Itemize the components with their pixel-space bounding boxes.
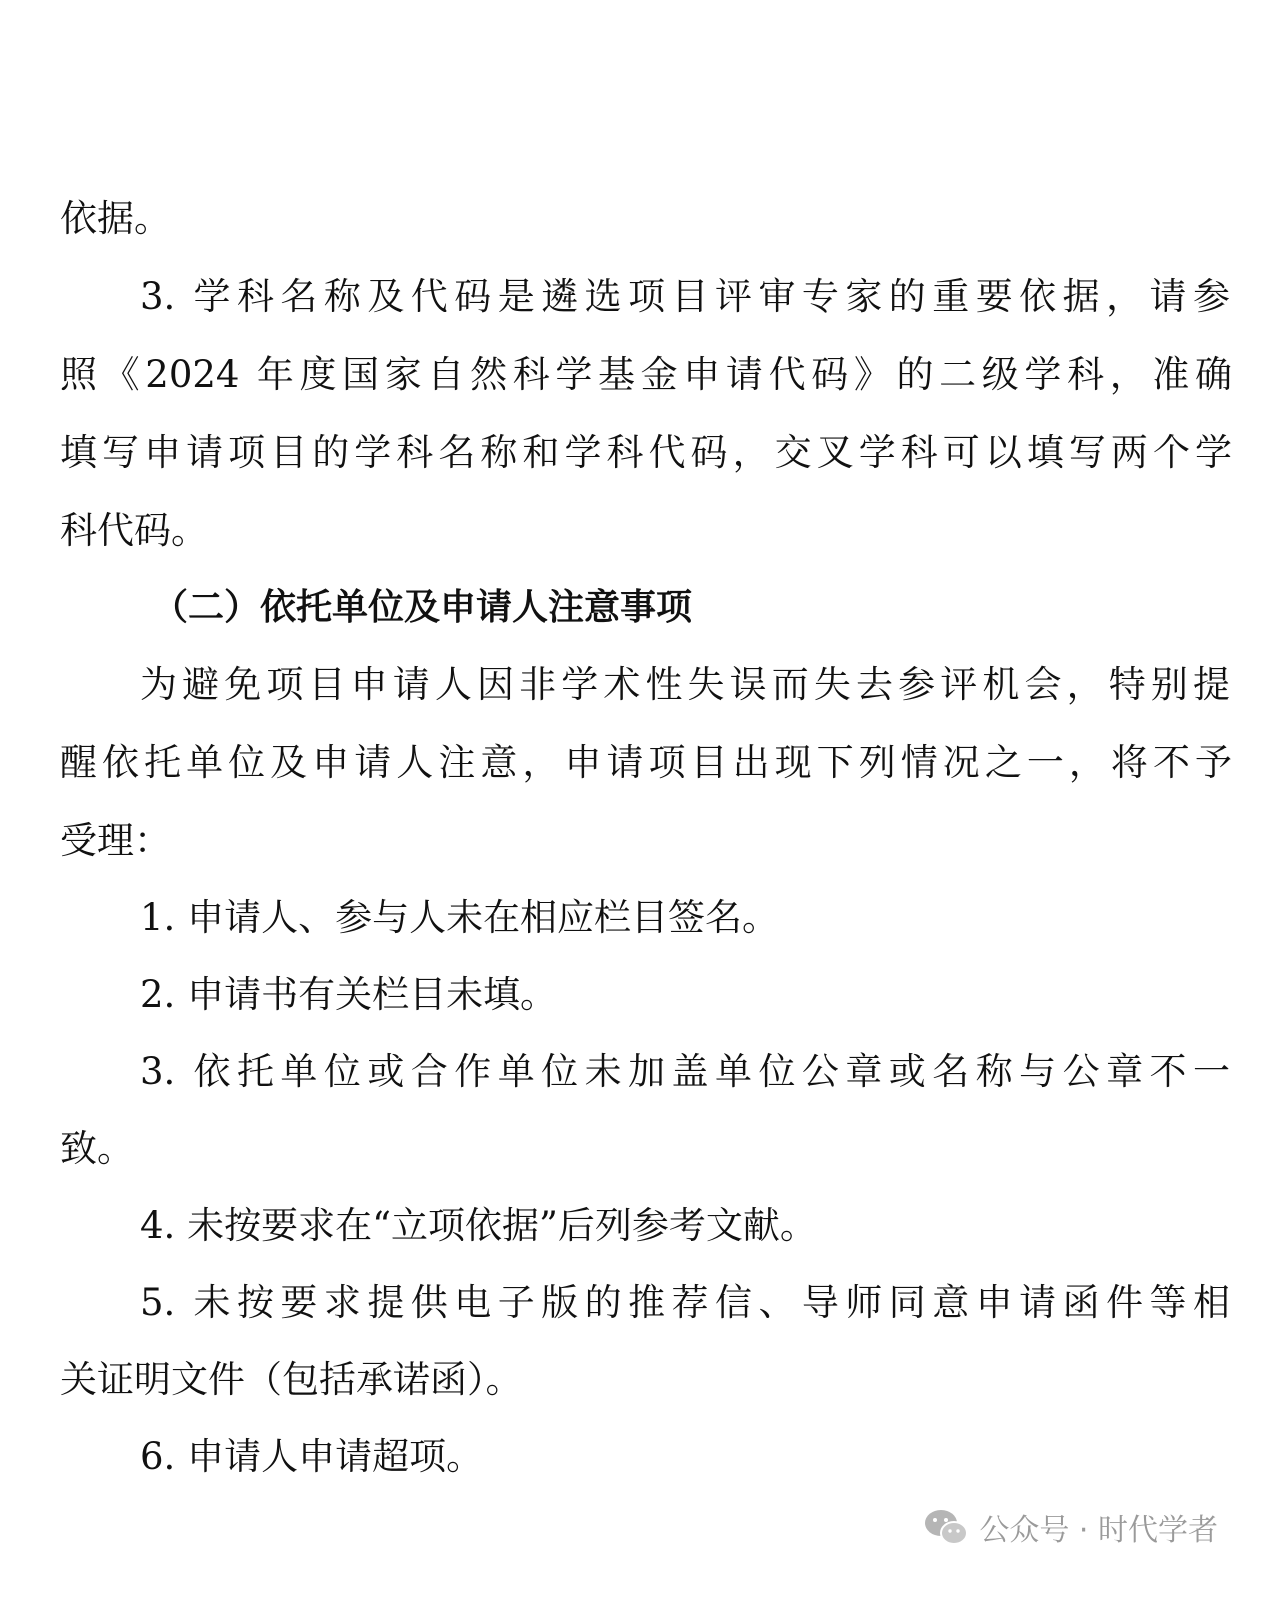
list-item: 5. 未按要求提供电子版的推荐信、导师同意申请函件等相 bbox=[140, 1281, 1230, 1324]
watermark-text: 公众号 · 时代学者 bbox=[979, 1513, 1218, 1548]
paragraph-line: 致。 bbox=[60, 1127, 134, 1170]
list-item: 4. 未按要求在“立项依据”后列参考文献。 bbox=[140, 1204, 817, 1247]
paragraph-line: 关证明文件（包括承诺函）。 bbox=[60, 1358, 523, 1401]
paragraph-line: 为避免项目申请人因非学术性失误而失去参评机会，特别提 bbox=[140, 663, 1230, 706]
list-item: 1. 申请人、参与人未在相应栏目签名。 bbox=[140, 896, 780, 939]
paragraph-line: 依据。 bbox=[60, 197, 171, 240]
list-item: 3. 依托单位或合作单位未加盖单位公章或名称与公章不一 bbox=[140, 1050, 1230, 1093]
section-heading: （二）依托单位及申请人注意事项 bbox=[152, 587, 693, 628]
watermark bbox=[923, 1497, 1218, 1557]
list-item: 2. 申请书有关栏目未填。 bbox=[140, 973, 558, 1016]
paragraph-line: 照《2024 年度国家自然科学基金申请代码》的二级学科，准确 bbox=[60, 353, 1232, 396]
list-item-subject-code: 3. 学科名称及代码是遴选项目评审专家的重要依据，请参 bbox=[140, 275, 1230, 318]
paragraph-line: 醒依托单位及申请人注意，申请项目出现下列情况之一，将不予 bbox=[60, 741, 1232, 784]
list-item: 6. 申请人申请超项。 bbox=[140, 1435, 484, 1478]
paragraph-line: 填写申请项目的学科名称和学科代码，交叉学科可以填写两个学 bbox=[60, 431, 1232, 474]
wechat-icon bbox=[923, 1507, 969, 1547]
paragraph-line: 科代码。 bbox=[60, 509, 208, 552]
paragraph-line: 受理： bbox=[60, 819, 171, 862]
